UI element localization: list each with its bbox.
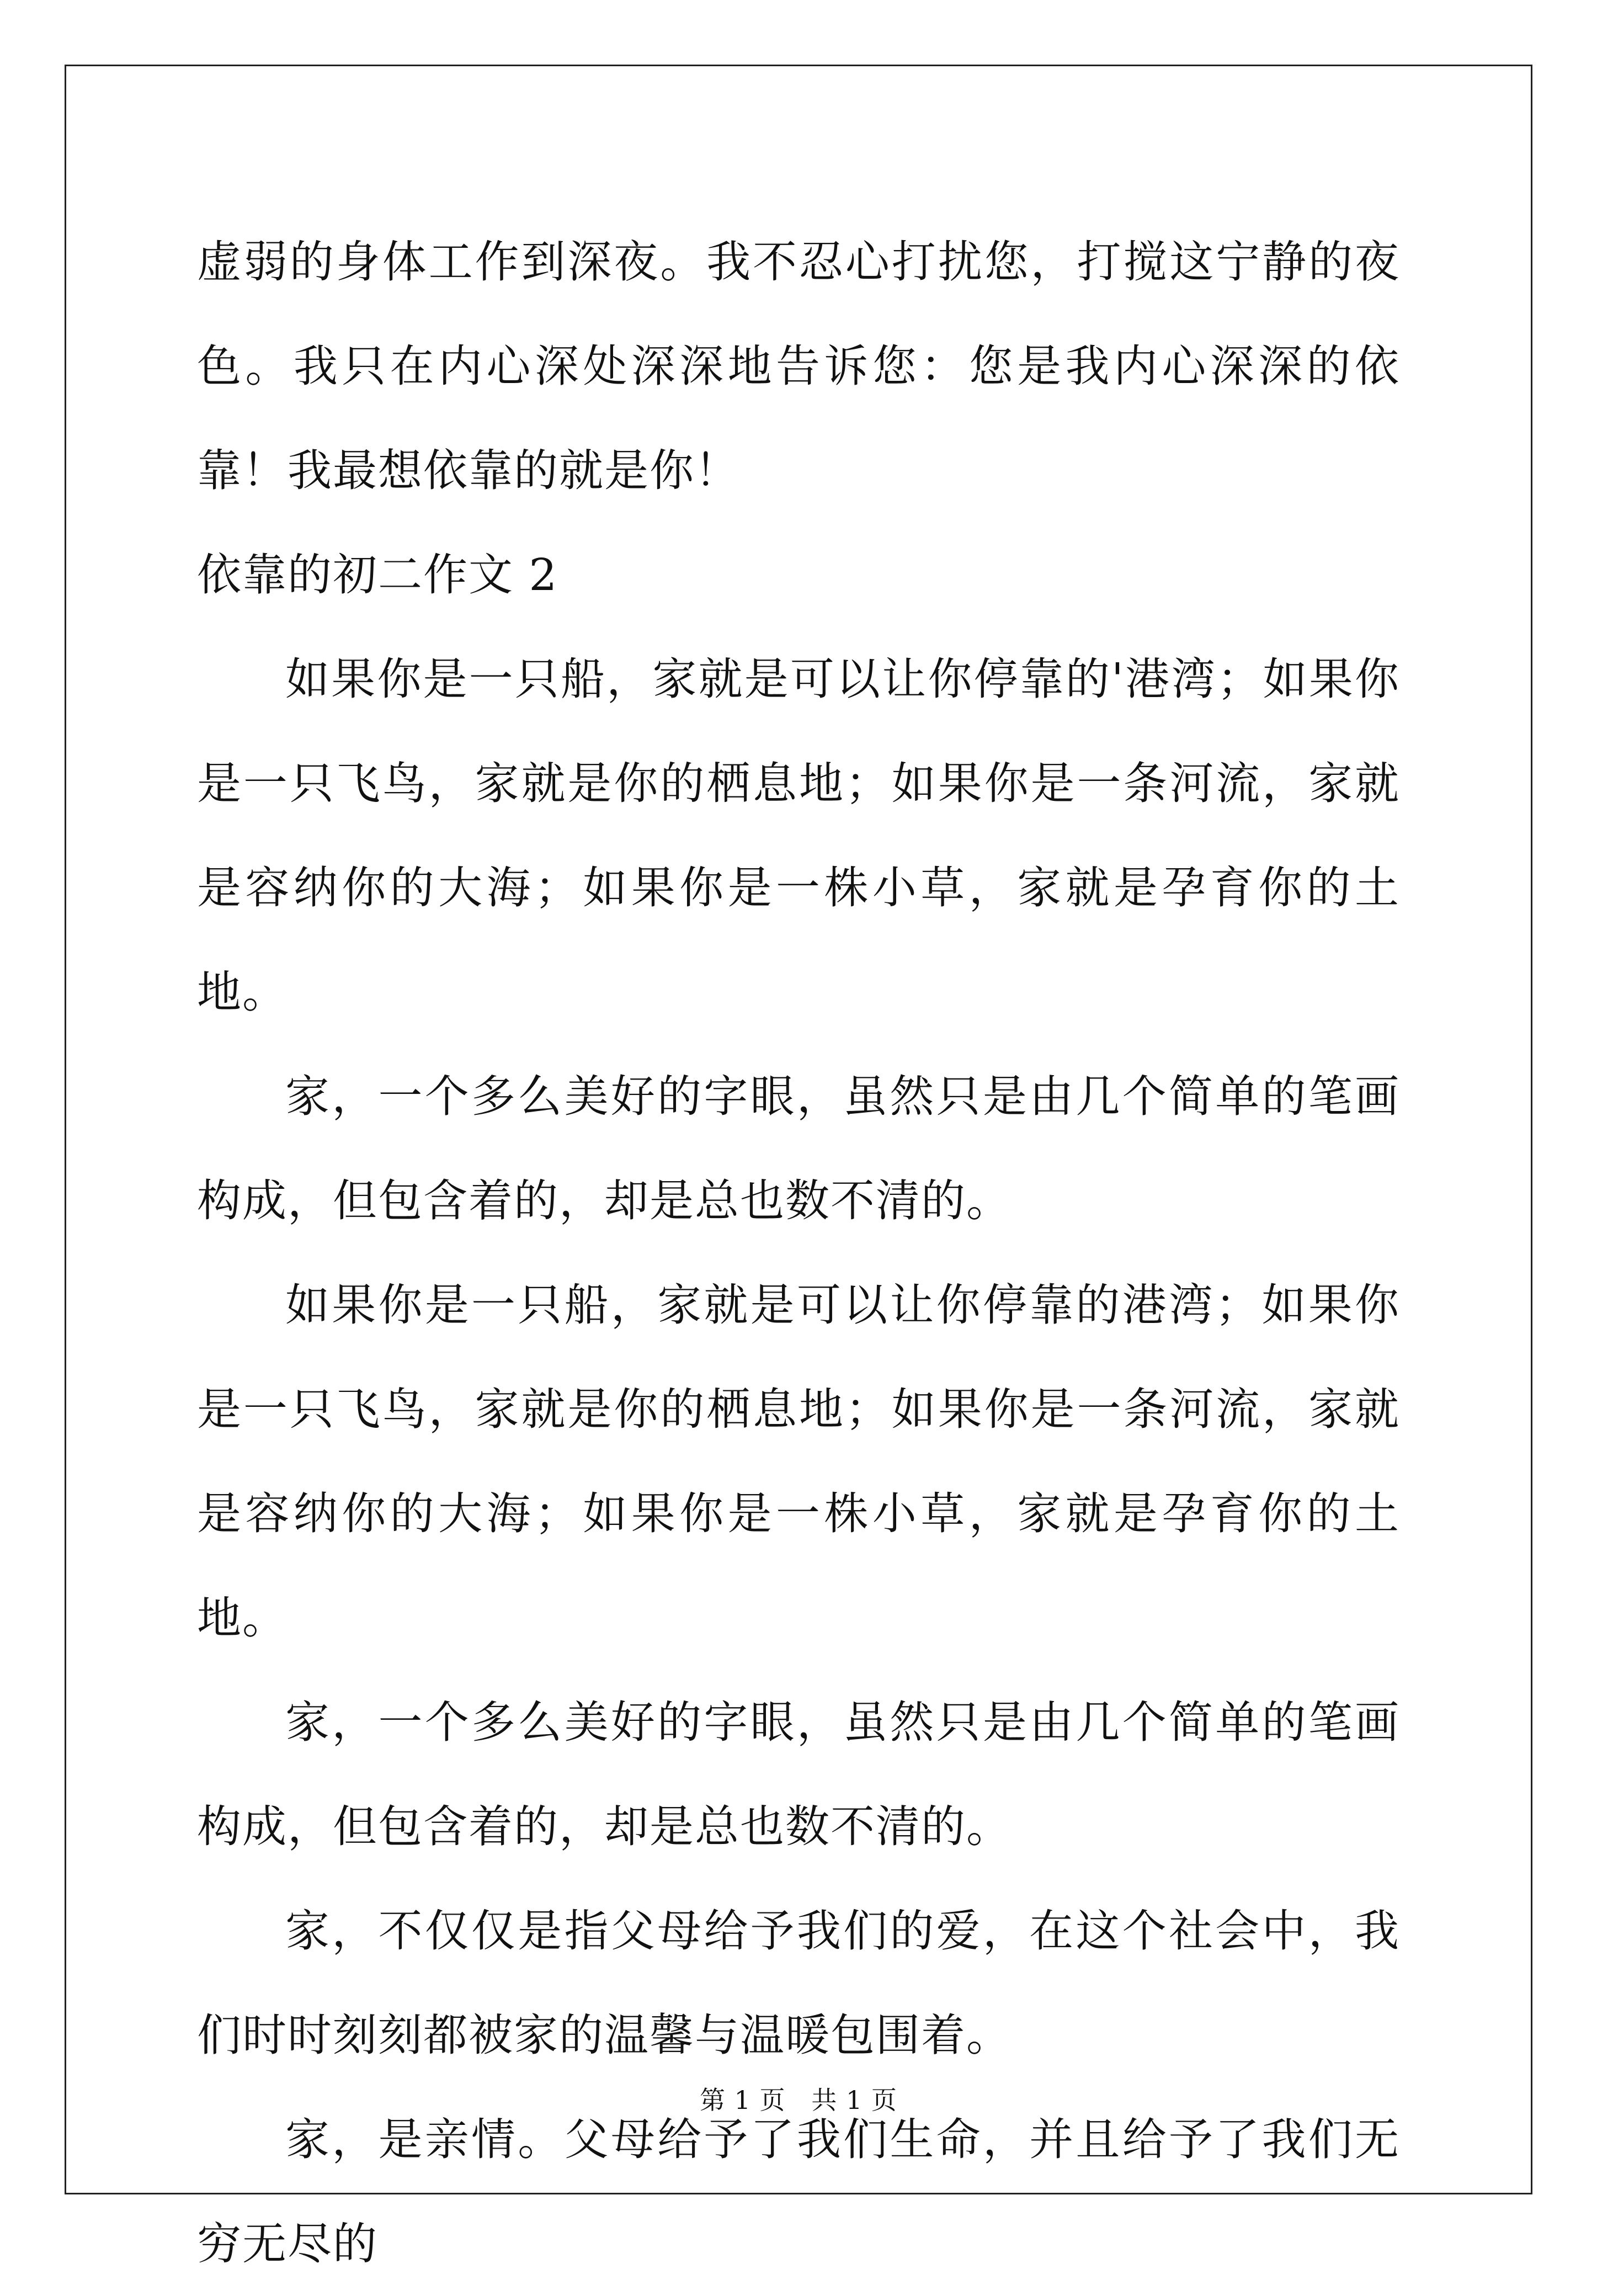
paragraph: 家，是亲情。父母给予了我们生命，并且给予了我们无穷无尽的: [197, 2114, 1400, 2270]
paragraph: 如果你是一只船，家就是可以让你停靠的'港湾；如果你是一只飞鸟，家就是你的栖息地；如果你是一条河流，家就是容纳你的大海；如果你是一株小草，家就是孕育你的土地。: [197, 653, 1400, 1018]
page-footer: 第 1 页 共 1 页: [700, 2085, 897, 2115]
paragraph: 家，不仅仅是指父母给予我们的爱，在这个社会中，我们时时刻刻都被家的温馨与温暖包围着。: [197, 1905, 1400, 2061]
paragraph: 家，一个多么美好的字眼，虽然只是由几个简单的笔画构成，但包含着的，却是总也数不清的。: [197, 1697, 1400, 1852]
paragraph: 如果你是一只船，家就是可以让你停靠的港湾；如果你是一只飞鸟，家就是你的栖息地；如果你是一条河流，家就是容纳你的大海；如果你是一株小草，家就是孕育你的土地。: [197, 1279, 1400, 1644]
paragraph-continuation: 虚弱的身体工作到深夜。我不忍心打扰您，打搅这宁静的夜色。我只在内心深处深深地告诉您：您是我内心深深的依靠！我最想依靠的就是你！: [197, 236, 1400, 496]
essay-heading: 依靠的初二作文 2: [197, 549, 558, 600]
document-body: [197, 210, 1400, 2296]
paragraph: 家，一个多么美好的字眼，虽然只是由几个简单的笔画构成，但包含着的，却是总也数不清的。: [197, 1071, 1400, 1226]
